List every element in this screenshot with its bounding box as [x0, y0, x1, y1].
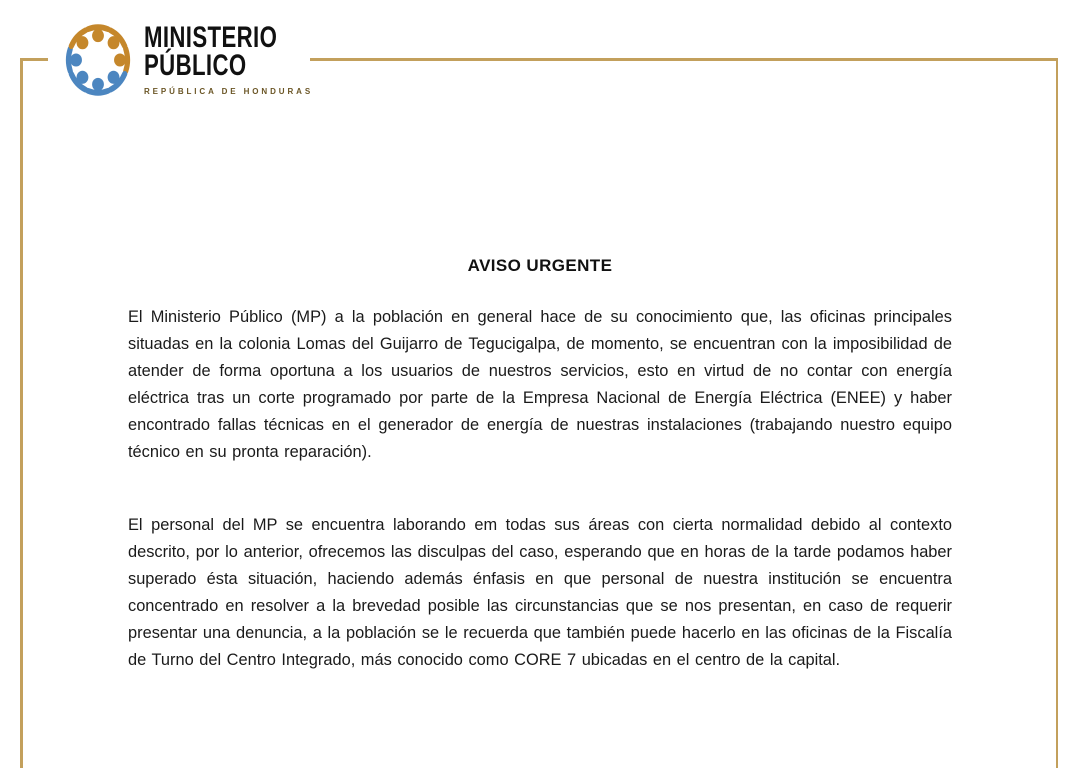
notice-paragraph-1: El Ministerio Público (MP) a la población en general hace de su conocimiento que, las oficinas principales situadas en la colonia Lomas del Guijarro de Tegucigalpa, de momento, se encuentran con la imposibilidad de atender de forma oportuna a los usuarios de nuestros servicios, esto en virtud de no contar con energía eléctrica tras un corte programado por parte de la Empresa Nacional de Energía Eléctrica (ENEE) y haber encontrado fallas técnicas en el generador de energía de nuestras instalaciones (trabajando nuestro equipo técnico en su pronta reparación).	[128, 308, 952, 461]
frame-left-vertical-line	[20, 58, 23, 768]
letterhead	[62, 20, 324, 100]
brand-name-line2: PÚBLICO	[144, 49, 247, 82]
notice-paragraph-2: El personal del MP se encuentra laborando em todas sus áreas con cierta normalidad debido al contexto descrito, por lo anterior, ofrecemos las disculpas del caso, esperando que en horas de la tarde podamos haber superado ésta situación, haciendo además énfasis en que personal de nuestra institución se encuentra concentrado en resolver a la brevedad posible las circunstancias que se nos presentan, en caso de requerir presentar una denuncia, a la población se le recuerda que también puede hacerlo en las oficinas de la Fiscalía de Turno del Centro Integrado, más conocido como CORE 7 ubicadas en el centro de la capital.	[128, 516, 952, 669]
brand-name-line1: MINISTERIO	[144, 21, 278, 54]
brand-subtitle: REPÚBLICA DE HONDURAS	[144, 87, 314, 96]
people-circle-logo-icon	[62, 20, 134, 100]
brand-text	[144, 20, 324, 100]
frame-top-horizontal-line	[310, 58, 1058, 61]
notice-body	[128, 256, 952, 720]
frame-right-vertical-line	[1056, 58, 1059, 768]
notice-title: AVISO URGENTE	[467, 256, 613, 275]
frame-left-corner-bracket	[20, 58, 48, 61]
